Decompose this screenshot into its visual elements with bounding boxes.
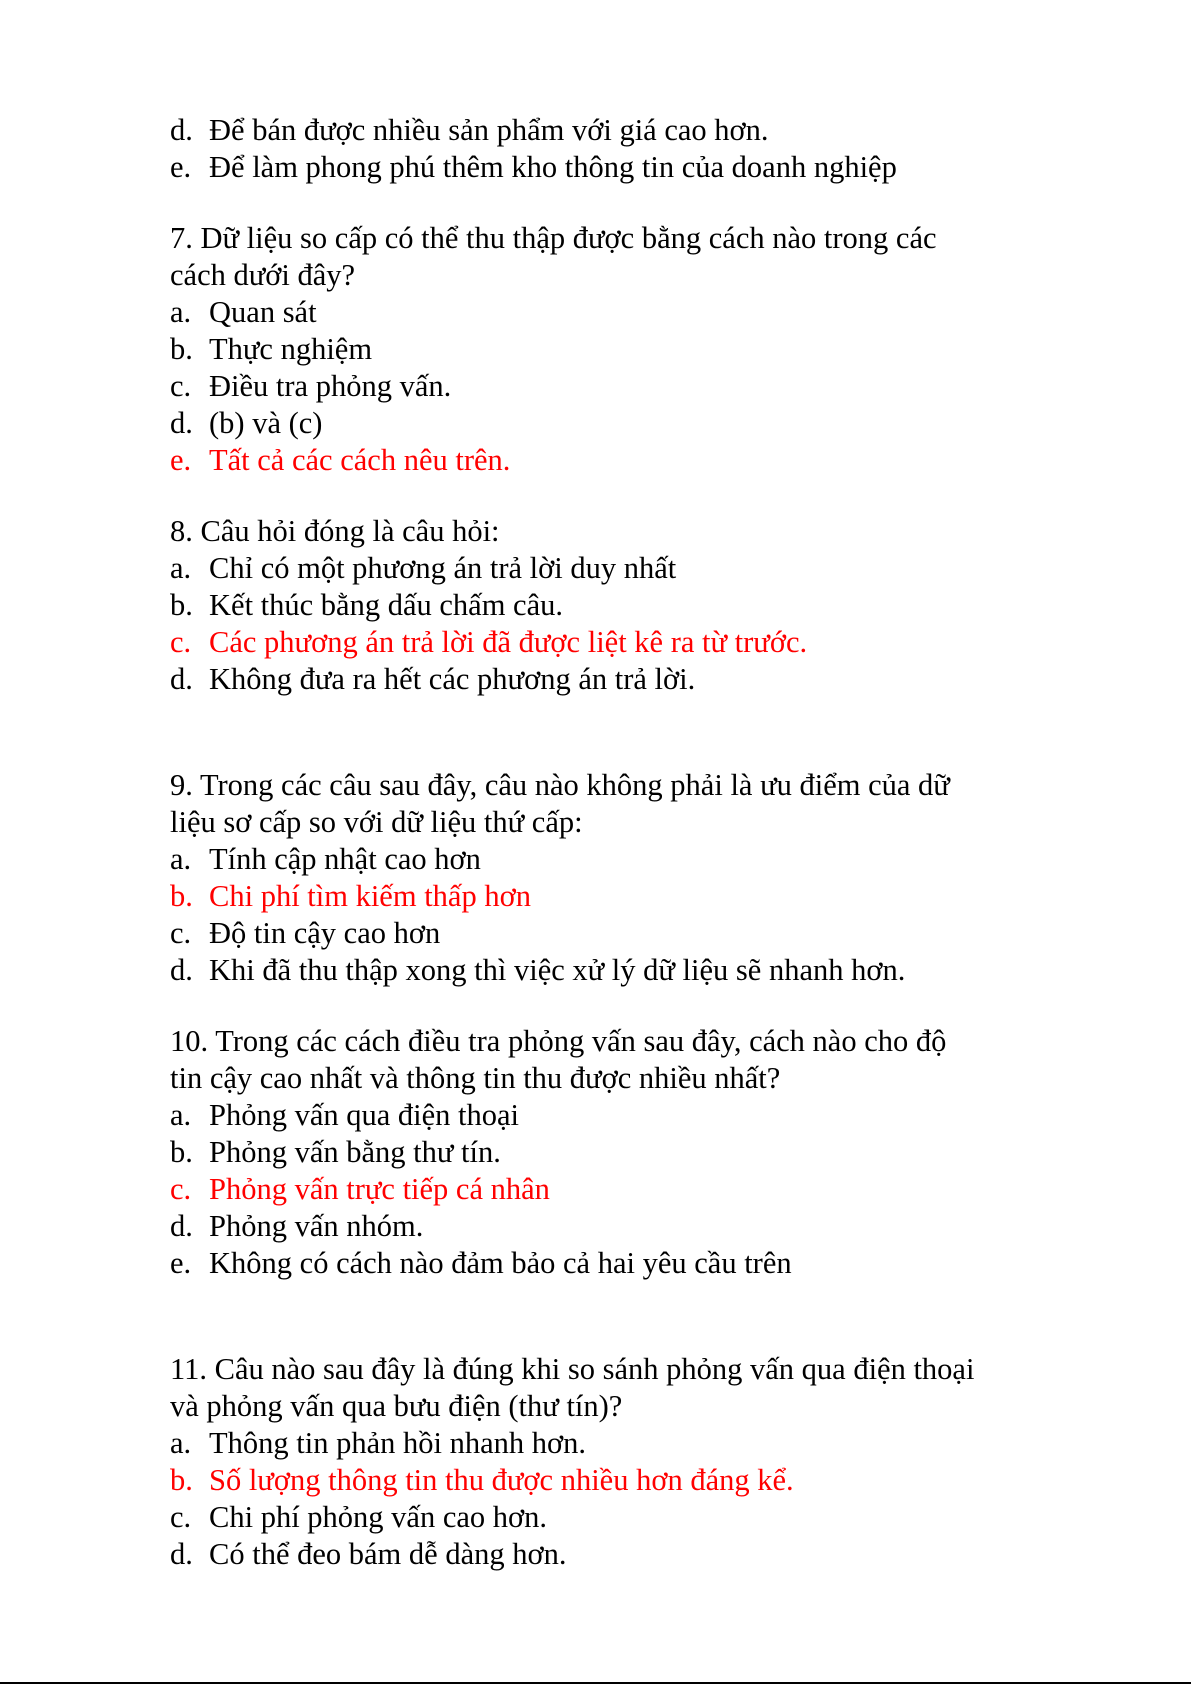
option-letter: c. — [170, 625, 192, 659]
question-7-title — [170, 220, 1070, 257]
question-text-line-1: Dữ liệu so cấp có thể thu thập được bằng cách nào trong các — [200, 221, 937, 255]
option-e-correct-answer — [170, 442, 1070, 479]
question-number: 9. — [170, 768, 193, 802]
option-b — [170, 587, 1070, 624]
option-b — [170, 331, 1070, 368]
option-text: Quan sát — [209, 295, 317, 329]
option-text: Không đưa ra hết các phương án trả lời. — [209, 662, 696, 696]
spacer — [170, 1282, 1070, 1351]
question-number: 10. — [170, 1024, 209, 1058]
question-text-line-2: và phỏng vấn qua bưu điện (thư tín)? — [170, 1389, 623, 1423]
option-c — [170, 368, 1070, 405]
option-text: Tất cả các cách nêu trên. — [209, 443, 511, 477]
question-text-line-1: Trong các cách điều tra phỏng vấn sau đây, cách nào cho độ — [215, 1024, 947, 1058]
option-letter: b. — [170, 1135, 193, 1169]
spacer — [170, 479, 1070, 513]
option-text: Các phương án trả lời đã được liệt kê ra từ trước. — [209, 625, 808, 659]
option-d — [170, 1536, 1070, 1573]
option-letter: d. — [170, 113, 193, 147]
option-letter: e. — [170, 1246, 192, 1280]
question-text-line-1: Câu nào sau đây là đúng khi so sánh phỏng vấn qua điện thoại — [214, 1352, 975, 1386]
option-d — [170, 661, 1070, 698]
question-text-line-2: tin cậy cao nhất và thông tin thu được nhiều nhất? — [170, 1061, 781, 1095]
question-8 — [170, 513, 1070, 698]
option-text: Thực nghiệm — [209, 332, 373, 366]
question-number: 7. — [170, 221, 193, 255]
option-letter: c. — [170, 1172, 192, 1206]
option-c-correct-answer — [170, 1171, 1070, 1208]
option-letter: a. — [170, 842, 192, 876]
option-b-correct-answer — [170, 878, 1070, 915]
option-a — [170, 841, 1070, 878]
option-d — [170, 112, 1070, 149]
option-letter: d. — [170, 1209, 193, 1243]
option-letter: b. — [170, 879, 193, 913]
option-text: Không có cách nào đảm bảo cả hai yêu cầu trên — [209, 1246, 792, 1280]
question-11-title — [170, 1351, 1070, 1388]
question-10-title — [170, 1023, 1070, 1060]
option-text: Độ tin cậy cao hơn — [209, 916, 441, 950]
option-c-correct-answer — [170, 624, 1070, 661]
option-text: Tính cập nhật cao hơn — [209, 842, 481, 876]
option-b — [170, 1134, 1070, 1171]
option-text: Kết thúc bằng dấu chấm câu. — [209, 588, 563, 622]
option-d — [170, 1208, 1070, 1245]
question-number: 8. — [170, 514, 193, 548]
option-letter: c. — [170, 916, 192, 950]
option-a — [170, 1425, 1070, 1462]
option-letter: c. — [170, 369, 192, 403]
spacer — [170, 698, 1070, 767]
option-c — [170, 915, 1070, 952]
option-letter: a. — [170, 295, 192, 329]
option-text: Phỏng vấn trực tiếp cá nhân — [209, 1172, 550, 1206]
spacer — [170, 186, 1070, 220]
question-number: 11. — [170, 1352, 207, 1386]
question-text-line-2: cách dưới đây? — [170, 258, 356, 292]
option-text: Chi phí tìm kiếm thấp hơn — [209, 879, 531, 913]
option-letter: a. — [170, 1098, 192, 1132]
option-text: Điều tra phỏng vấn. — [209, 369, 452, 403]
question-text-line-1: Trong các câu sau đây, câu nào không phải là ưu điểm của dữ — [199, 768, 950, 802]
option-text: Phỏng vấn qua điện thoại — [209, 1098, 520, 1132]
option-text: Khi đã thu thập xong thì việc xử lý dữ liệu sẽ nhanh hơn. — [209, 953, 906, 987]
option-text: Chỉ có một phương án trả lời duy nhất — [209, 551, 677, 585]
option-text: Số lượng thông tin thu được nhiều hơn đáng kể. — [209, 1463, 794, 1497]
option-letter: e. — [170, 443, 192, 477]
option-letter: e. — [170, 150, 192, 184]
option-text: Có thể đeo bám dễ dàng hơn. — [209, 1537, 567, 1571]
option-d — [170, 952, 1070, 989]
option-text: Để bán được nhiều sản phẩm với giá cao hơn. — [209, 113, 769, 147]
question-11 — [170, 1351, 1070, 1573]
question-9-title — [170, 767, 1070, 804]
option-letter: d. — [170, 953, 193, 987]
option-a — [170, 550, 1070, 587]
option-text: Phỏng vấn nhóm. — [209, 1209, 424, 1243]
option-letter: d. — [170, 1537, 193, 1571]
question-10 — [170, 1023, 1070, 1282]
question-9 — [170, 767, 1070, 989]
question-8-title — [170, 513, 1070, 550]
option-a — [170, 294, 1070, 331]
option-b-correct-answer — [170, 1462, 1070, 1499]
option-letter: b. — [170, 588, 193, 622]
option-a — [170, 1097, 1070, 1134]
option-e — [170, 149, 1070, 186]
page-bottom-rule — [0, 1682, 1191, 1684]
option-letter: a. — [170, 551, 192, 585]
question-7 — [170, 220, 1070, 479]
option-text: Chi phí phỏng vấn cao hơn. — [209, 1500, 548, 1534]
option-text: Thông tin phản hồi nhanh hơn. — [209, 1426, 587, 1460]
question-text-line-2: liệu sơ cấp so với dữ liệu thứ cấp: — [170, 805, 583, 839]
spacer — [170, 989, 1070, 1023]
option-c — [170, 1499, 1070, 1536]
option-text: Phỏng vấn bằng thư tín. — [209, 1135, 501, 1169]
question-text-line-1: Câu hỏi đóng là câu hỏi: — [200, 514, 500, 548]
option-letter: b. — [170, 332, 193, 366]
option-letter: b. — [170, 1463, 193, 1497]
document-page — [170, 112, 1070, 1573]
option-d — [170, 405, 1070, 442]
option-text: Để làm phong phú thêm kho thông tin của doanh nghiệp — [209, 150, 897, 184]
option-letter: c. — [170, 1500, 192, 1534]
option-letter: d. — [170, 662, 193, 696]
option-letter: a. — [170, 1426, 192, 1460]
option-e — [170, 1245, 1070, 1282]
option-letter: d. — [170, 406, 193, 440]
option-text: (b) và (c) — [209, 406, 323, 440]
